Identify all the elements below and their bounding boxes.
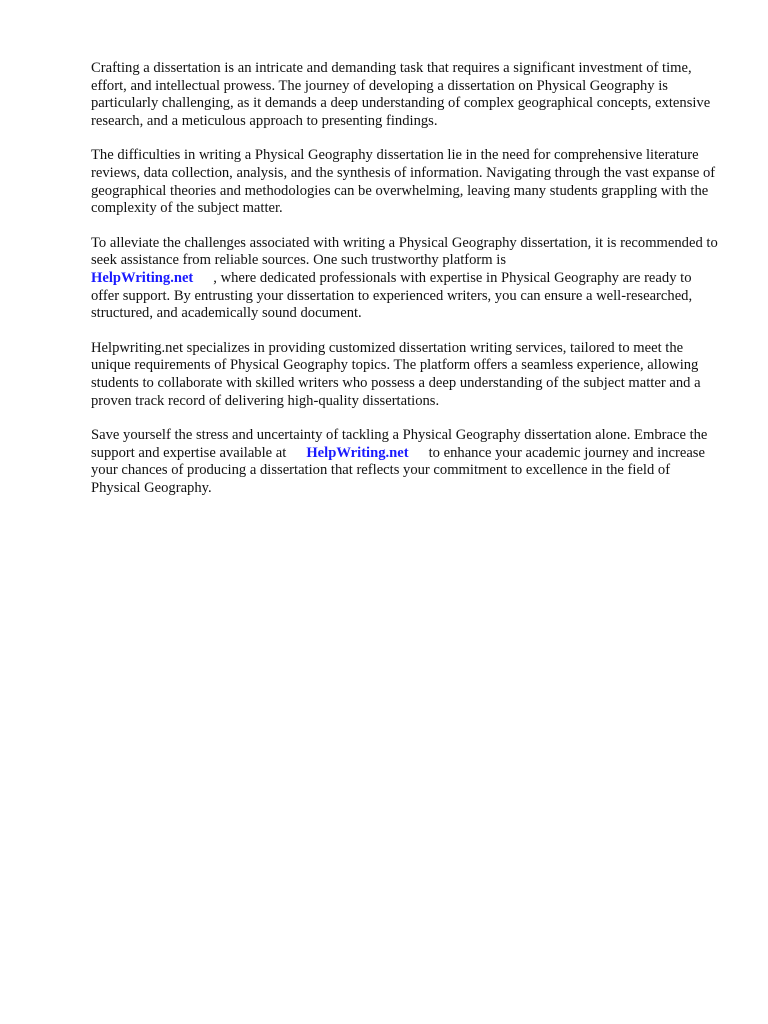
paragraph-difficulties: The difficulties in writing a Physical Geography dissertation lie in the need for comprehensive literature reviews, data collection, analysis, and the synthesis of information. Navigating through the vast expanse of geographical theories and methodologies can be overwhelming, leaving many students grappling with the complexity of the subject matter. <box>91 147 716 217</box>
paragraph-intro: Crafting a dissertation is an intricate and demanding task that requires a significant investment of time, effort, and intellectual prowess. The journey of developing a dissertation on Physical Geography is particularly challenging, as it demands a deep understanding of complex geographical concepts, extensive research, and a meticulous approach to presenting findings. <box>91 60 711 129</box>
helpwriting-link-2[interactable]: HelpWriting.net <box>306 444 409 461</box>
paragraph-services: Helpwriting.net specializes in providing customized dissertation writing services, tailored to meet the unique requirements of Physical Geography topics. The platform offers a seamless experience, allowing students to collaborate with skilled writers who possess a deep understanding of the subject matter and a proven track record of delivering high-quality dissertations. <box>91 339 701 409</box>
paragraph-assistance-text-after: , where dedicated professionals with expertise in Physical Geography are ready to offer support. By entrusting your dissertation to experienced writers, you can ensure a well-researched, structured, and academically sound document. <box>91 269 693 322</box>
document-body <box>91 60 723 514</box>
paragraph-assistance-text-before: To alleviate the challenges associated with writing a Physical Geography dissertation, it is recommended to seek assistance from reliable sources. One such trustworthy platform is <box>91 234 718 269</box>
paragraph-assistance <box>91 235 723 323</box>
helpwriting-link[interactable]: HelpWriting.net <box>91 269 194 286</box>
paragraph-conclusion <box>91 427 723 497</box>
paragraph-conclusion-text-before: Save yourself the stress and uncertainty of tackling a Physical Geography dissertation alone. Embrace the support and expertise available at <box>91 427 708 461</box>
paragraph-conclusion-text-after: to enhance your academic journey and increase your chances of producing a dissertation that reflects your commitment to excellence in the field of Physical Geography. <box>91 444 705 496</box>
